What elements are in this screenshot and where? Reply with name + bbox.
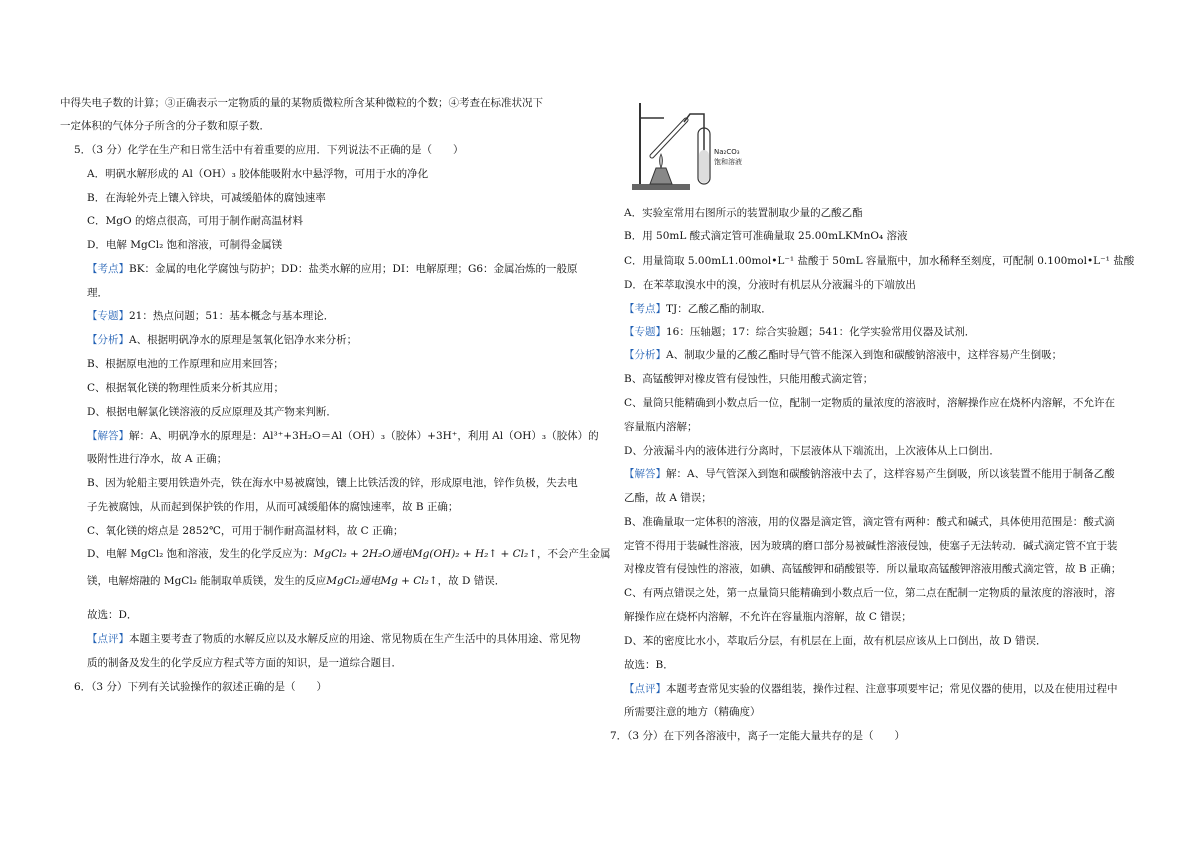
jieda-line bbox=[87, 429, 599, 443]
stand-base bbox=[632, 184, 690, 190]
text-line: B、高锰酸钾对橡皮管有侵蚀性，只能用酸式滴定管； bbox=[624, 373, 874, 385]
text-line: 对橡皮管有侵蚀性的溶液，如碘、高锰酸钾和硝酸银等．所以量取高锰酸钾溶液用酸式滴定管，故 B 正确； bbox=[624, 563, 1122, 575]
kaodian-tag: 【考点】 bbox=[624, 303, 666, 315]
text-line: 乙酯，故 A 错误； bbox=[624, 492, 712, 504]
text-line: 中得失电子数的计算；③正确表示一定物质的量的某物质微粒所含某种微粒的个数；④考查在标准状况下 bbox=[60, 97, 543, 109]
text-line: C、氧化镁的熔点是 2852℃，可用于制作耐高温材料，故 C 正确； bbox=[87, 525, 404, 537]
label-solution: 饱和溶液 bbox=[714, 158, 742, 166]
option-b: B．用 50mL 酸式滴定管可准确量取 25.00mLKMnO₄ 溶液 bbox=[624, 230, 908, 242]
answer-line: 故选：D． bbox=[87, 609, 138, 621]
text-line: C、根据氧化镁的物理性质来分析其应用； bbox=[87, 382, 285, 394]
jieda-tag: 【解答】 bbox=[87, 430, 129, 442]
text-line: 所需要注意的地方（精确度） bbox=[624, 706, 761, 718]
apparatus-figure bbox=[628, 98, 778, 198]
option-d: D．电解 MgCl₂ 饱和溶液，可制得金属镁 bbox=[87, 239, 283, 251]
option-c: C．用量筒取 5.00mL1.00mol•L⁻¹ 盐酸于 50mL 容量瓶中，加水稀释至刻度，可配制 0.100mol•L⁻¹ 盐酸 bbox=[624, 255, 1135, 267]
question-5: 5．（3 分）化学在生产和日常生活中有着重要的应用．下列说法不正确的是（ ） bbox=[74, 144, 464, 156]
dianping-line bbox=[87, 632, 581, 646]
fenxi-text: A、根据明矾净水的原理是氢氧化铝净水来分析； bbox=[129, 334, 358, 346]
equation: MgCl₂通电Mg + Cl₂↑ bbox=[326, 575, 438, 587]
zhuanti-line bbox=[87, 309, 334, 323]
text-line: 一定体积的气体分子所含的分子数和原子数． bbox=[60, 120, 270, 132]
test-tube-inner bbox=[652, 120, 686, 156]
dianping-tag: 【点评】 bbox=[87, 633, 129, 645]
option-b: B．在海轮外壳上镶入锌块，可减缓船体的腐蚀速率 bbox=[87, 192, 326, 204]
zhuanti-text: 21：热点问题；51：基本概念与基本理论． bbox=[129, 310, 335, 322]
dianping-text: 本题主要考查了物质的水解反应以及水解反应的用途、常见物质在生产生活中的具体用途、常见物 bbox=[129, 633, 581, 645]
text-span: 镁，电解熔融的 MgCl₂ 能制取单质镁，发生的反应 bbox=[87, 575, 327, 587]
kaodian-text: TJ：乙酸乙酯的制取． bbox=[666, 303, 772, 315]
text-line: 质的制备及发生的化学反应方程式等方面的知识，是一道综合题目． bbox=[87, 657, 402, 669]
kaodian-tag: 【考点】 bbox=[87, 263, 129, 275]
option-a: A．明矾水解形成的 Al（OH）₃ 胶体能吸附水中悬浮物，可用于水的净化 bbox=[87, 168, 429, 180]
option-c: C．MgO 的熔点很高，可用于制作耐高温材料 bbox=[87, 215, 303, 227]
dianping-text: 本题考查常见实验的仪器组装，操作过程、注意事项要牢记；常见仪器的使用，以及在使用过程中 bbox=[666, 683, 1118, 695]
zhuanti-text: 16：压轴题；17：综合实验题；541：化学实验常用仪器及试剂． bbox=[666, 326, 976, 338]
equation: MgCl₂ + 2H₂O通电Mg(OH)₂ + H₂↑ + Cl₂↑ bbox=[313, 548, 538, 560]
zhuanti-tag: 【专题】 bbox=[87, 310, 129, 322]
text-line: B、根据原电池的工作原理和应用来回答； bbox=[87, 358, 284, 370]
kaodian-text: BK：金属的电化学腐蚀与防护；DD：盐类水解的应用；DI：电解原理；G6：金属冶炼的一般原 bbox=[129, 263, 578, 275]
equation-line bbox=[87, 574, 505, 588]
text-span: D、电解 MgCl₂ 饱和溶液，发生的化学反应为： bbox=[87, 548, 314, 560]
text-line: 定管不得用于装碱性溶液，因为玻璃的磨口部分易被碱性溶液侵蚀，使塞子无法转动．碱式滴定管不宜于装 bbox=[624, 540, 1118, 552]
text-line: C、量筒只能精确到小数点后一位，配制一定物质的量浓度的溶液时，溶解操作应在烧杯内溶解，不允许在 bbox=[624, 397, 1116, 409]
option-d: D．在苯萃取溴水中的溴，分液时有机层从分液漏斗的下端放出 bbox=[624, 279, 916, 291]
fenxi-tag: 【分析】 bbox=[624, 349, 666, 361]
dianping-line bbox=[624, 682, 1118, 696]
text-line: 吸附性进行净水，故 A 正确； bbox=[87, 453, 228, 465]
jieda-tag: 【解答】 bbox=[624, 468, 666, 480]
jieda-text: 解：A、导气管深入到饱和碳酸钠溶液中去了，这样容易产生倒吸，所以该装置不能用于制备乙酸 bbox=[666, 468, 1115, 480]
zhuanti-tag: 【专题】 bbox=[624, 326, 666, 338]
zhuanti-line bbox=[624, 325, 975, 339]
text-line: C、有两点错误之处，第一点量筒只能精确到小数点后一位，第二点在配制一定物质的量浓度的溶液时，溶 bbox=[624, 587, 1116, 599]
text-line: D、根据电解氯化镁溶液的反应原理及其产物来判断． bbox=[87, 406, 337, 418]
fenxi-text: A、制取少量的乙酸乙酯时导气管不能深入到饱和碳酸钠溶液中，这样容易产生倒吸； bbox=[666, 349, 1063, 361]
text-line: D、苯的密度比水小，萃取后分层，有机层在上面，故有机层应该从上口倒出，故 D 错误． bbox=[624, 635, 1047, 647]
jieda-line bbox=[624, 467, 1115, 481]
text-line: D、分液漏斗内的液体进行分离时，下层液体从下端流出，上次液体从上口倒出． bbox=[624, 445, 1000, 457]
option-a: A．实验室常用右图所示的装置制取少量的乙酸乙酯 bbox=[624, 207, 863, 219]
kaodian-line bbox=[624, 302, 772, 316]
text-line: B、因为轮船主要用铁造外壳，铁在海水中易被腐蚀，镶上比铁活泼的锌，形成原电池，锌作负极，失去电 bbox=[87, 477, 578, 489]
flame bbox=[660, 154, 663, 168]
fenxi-tag: 【分析】 bbox=[87, 334, 129, 346]
kaodian-line bbox=[87, 262, 578, 276]
dianping-tag: 【点评】 bbox=[624, 683, 666, 695]
text-line: 理． bbox=[87, 287, 108, 299]
text-line: 容量瓶内溶解； bbox=[624, 421, 698, 433]
text-span: ，不会产生金属 bbox=[537, 548, 611, 560]
text-line: B、准确量取一定体积的溶液，用的仪器是滴定管，滴定管有两种：酸式和碱式，具体使用范围是：酸式滴 bbox=[624, 516, 1115, 528]
fenxi-line bbox=[87, 333, 357, 347]
label-na2co3: Na₂CO₃ bbox=[714, 148, 740, 156]
equation-line bbox=[87, 547, 611, 561]
text-line: 子先被腐蚀，从而起到保护铁的作用，从而可减缓船体的腐蚀速率，故 B 正确； bbox=[87, 501, 459, 513]
question-7: 7．（3 分）在下列各溶液中，离子一定能大量共存的是（ ） bbox=[610, 730, 905, 742]
solution bbox=[699, 150, 709, 183]
text-line: 解操作应在烧杯内溶解，不允许在容量瓶内溶解，故 C 错误； bbox=[624, 611, 912, 623]
jieda-text: 解：A、明矾净水的原理是：Al³⁺+3H₂O＝Al（OH）₃（胶体）+3H⁺，利用 Al（OH）₃（胶体）的 bbox=[129, 430, 599, 442]
burner bbox=[650, 168, 672, 184]
answer-line: 故选：B． bbox=[624, 659, 674, 671]
question-6: 6．（3 分）下列有关试验操作的叙述正确的是（ ） bbox=[74, 681, 327, 693]
text-span: ，故 D 错误． bbox=[437, 575, 506, 587]
fenxi-line bbox=[624, 348, 1062, 362]
